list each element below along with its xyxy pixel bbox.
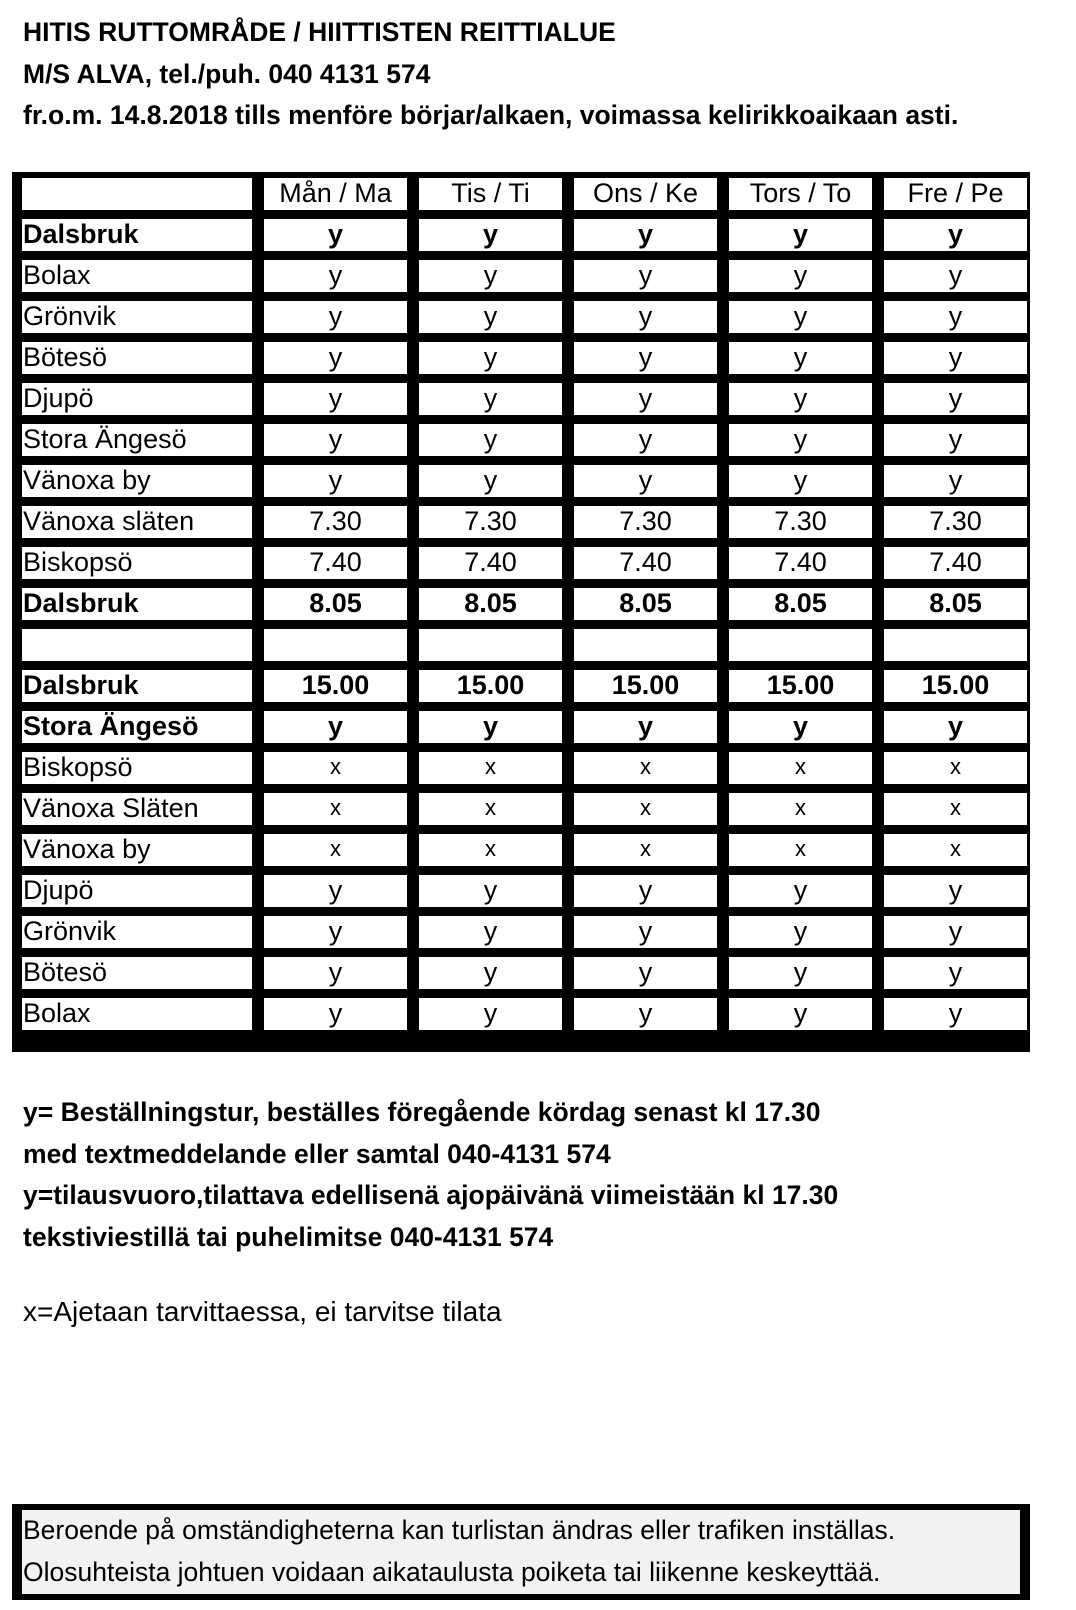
schedule-cell: y xyxy=(729,711,872,743)
schedule-cell: x xyxy=(574,752,717,784)
schedule-cell: y xyxy=(574,219,717,251)
legend-y-sv: y= Beställningstur, beställes föregående kördag senast kl 17.30 xyxy=(23,1097,821,1127)
schedule-cell: y xyxy=(574,998,717,1030)
day-header-thu: Tors / To xyxy=(729,178,872,210)
schedule-cell: y xyxy=(574,875,717,907)
stop-name: Grönvik xyxy=(22,916,252,948)
stop-name xyxy=(22,629,252,661)
schedule-cell: 15.00 xyxy=(264,670,407,702)
schedule-cell: y xyxy=(419,916,562,948)
schedule-cell: 8.05 xyxy=(419,588,562,620)
schedule-cell: 7.40 xyxy=(574,547,717,579)
schedule-cell: x xyxy=(574,834,717,866)
schedule-cell: 8.05 xyxy=(729,588,872,620)
schedule-cell: y xyxy=(574,711,717,743)
schedule-cell: y xyxy=(729,301,872,333)
schedule-cell: x xyxy=(884,793,1027,825)
schedule-cell: y xyxy=(419,465,562,497)
schedule-cell: y xyxy=(264,260,407,292)
schedule-cell: 7.30 xyxy=(419,506,562,538)
notice-box xyxy=(12,1504,1030,1600)
schedule-cell: y xyxy=(419,383,562,415)
vessel-contact: M/S ALVA, tel./puh. 040 4131 574 xyxy=(23,58,431,89)
schedule-cell: y xyxy=(264,219,407,251)
schedule-cell: 7.40 xyxy=(729,547,872,579)
stop-name: Vänoxa by xyxy=(22,834,252,866)
schedule-cell: y xyxy=(419,875,562,907)
stop-name: Bolax xyxy=(22,998,252,1030)
schedule-cell: y xyxy=(574,957,717,989)
legend xyxy=(23,1092,838,1258)
schedule-cell: y xyxy=(264,875,407,907)
schedule-cell: x xyxy=(884,752,1027,784)
header-stop-cell xyxy=(22,178,252,210)
schedule-cell: y xyxy=(574,916,717,948)
stop-name: Stora Ängesö xyxy=(22,711,252,743)
legend-y-fi: y=tilausvuoro,tilattava edellisenä ajopäivänä viimeistään kl 17.30 xyxy=(23,1180,839,1210)
day-header-fri: Fre / Pe xyxy=(884,178,1027,210)
stop-name: Bötesö xyxy=(22,342,252,374)
page-header xyxy=(23,12,958,137)
schedule-cell: y xyxy=(574,342,717,374)
schedule-cell: y xyxy=(419,957,562,989)
legend-y-sv-contact: med textmeddelande eller samtal 040-4131 574 xyxy=(23,1138,611,1169)
schedule-cell: 15.00 xyxy=(884,670,1027,702)
schedule-cell: 7.40 xyxy=(264,547,407,579)
schedule-cell: x xyxy=(264,752,407,784)
schedule-cell: x xyxy=(884,834,1027,866)
schedule-cell: x xyxy=(264,793,407,825)
schedule-cell: y xyxy=(884,957,1027,989)
schedule-cell: y xyxy=(729,260,872,292)
schedule-cell: x xyxy=(264,834,407,866)
stop-name: Vänoxa släten xyxy=(22,506,252,538)
schedule-cell: y xyxy=(264,916,407,948)
notice-text xyxy=(22,1510,1020,1594)
schedule-cell: 15.00 xyxy=(574,670,717,702)
day-header-tue: Tis / Ti xyxy=(419,178,562,210)
schedule-cell: y xyxy=(884,219,1027,251)
stop-name: Dalsbruk xyxy=(22,219,252,251)
stop-name: Dalsbruk xyxy=(22,588,252,620)
schedule-cell: y xyxy=(884,260,1027,292)
stop-name: Stora Ängesö xyxy=(22,424,252,456)
schedule-cell: y xyxy=(574,424,717,456)
stop-name: Vänoxa Släten xyxy=(22,793,252,825)
stop-name: Biskopsö xyxy=(22,547,252,579)
schedule-cell: y xyxy=(884,998,1027,1030)
schedule-cell: y xyxy=(574,383,717,415)
schedule-cell: y xyxy=(884,875,1027,907)
timetable xyxy=(12,172,1030,1052)
schedule-cell: y xyxy=(419,424,562,456)
schedule-cell: y xyxy=(419,219,562,251)
schedule-cell: 8.05 xyxy=(574,588,717,620)
day-header-wed: Ons / Ke xyxy=(574,178,717,210)
schedule-cell: y xyxy=(884,916,1027,948)
schedule-cell: y xyxy=(264,711,407,743)
schedule-cell: y xyxy=(729,998,872,1030)
schedule-cell: y xyxy=(884,342,1027,374)
validity-period: fr.o.m. 14.8.2018 tills menföre börjar/alkaen, voimassa kelirikkoaikaan asti. xyxy=(23,100,959,130)
schedule-cell: x xyxy=(729,752,872,784)
schedule-cell: y xyxy=(264,957,407,989)
schedule-cell: y xyxy=(729,424,872,456)
schedule-cell: 15.00 xyxy=(729,670,872,702)
schedule-cell: 15.00 xyxy=(419,670,562,702)
notice-fi: Olosuhteista johtuen voidaan aikataulusta poiketa tai liikenne keskeyttää. xyxy=(23,1556,881,1587)
schedule-cell: y xyxy=(729,957,872,989)
stop-name: Biskopsö xyxy=(22,752,252,784)
schedule-cell: y xyxy=(264,301,407,333)
schedule-cell: 7.40 xyxy=(884,547,1027,579)
schedule-cell xyxy=(729,629,872,661)
schedule-cell: x xyxy=(574,793,717,825)
schedule-cell: y xyxy=(729,342,872,374)
stop-name: Grönvik xyxy=(22,301,252,333)
schedule-cell: y xyxy=(264,998,407,1030)
schedule-cell: x xyxy=(419,834,562,866)
legend-y-fi-contact: tekstiviestillä tai puhelimitse 040-4131 574 xyxy=(23,1221,554,1252)
schedule-cell: y xyxy=(264,465,407,497)
schedule-cell: y xyxy=(884,465,1027,497)
schedule-cell: y xyxy=(884,711,1027,743)
schedule-cell xyxy=(574,629,717,661)
schedule-cell: y xyxy=(419,711,562,743)
schedule-cell: y xyxy=(729,916,872,948)
schedule-cell: y xyxy=(729,875,872,907)
schedule-cell: x xyxy=(419,752,562,784)
schedule-cell: y xyxy=(419,260,562,292)
schedule-cell: y xyxy=(574,465,717,497)
schedule-cell: 7.30 xyxy=(729,506,872,538)
notice-sv: Beroende på omständigheterna kan turlistan ändras eller trafiken inställas. xyxy=(23,1515,896,1545)
stop-name: Vänoxa by xyxy=(22,465,252,497)
schedule-cell: y xyxy=(884,424,1027,456)
stop-name: Bötesö xyxy=(22,957,252,989)
schedule-cell: y xyxy=(574,260,717,292)
schedule-cell: y xyxy=(574,301,717,333)
stop-name: Dalsbruk xyxy=(22,670,252,702)
schedule-cell: x xyxy=(729,834,872,866)
schedule-cell: y xyxy=(729,383,872,415)
schedule-cell: x xyxy=(419,793,562,825)
legend-x-note: x=Ajetaan tarvittaessa, ei tarvitse tilata xyxy=(23,1296,502,1327)
stop-name: Djupö xyxy=(22,875,252,907)
schedule-cell: 7.30 xyxy=(264,506,407,538)
schedule-cell xyxy=(419,629,562,661)
route-title: HITIS RUTTOMRÅDE / HIITTISTEN REITTIALUE xyxy=(23,17,616,47)
stop-name: Djupö xyxy=(22,383,252,415)
schedule-cell: x xyxy=(729,793,872,825)
schedule-cell: 8.05 xyxy=(884,588,1027,620)
schedule-cell: y xyxy=(264,342,407,374)
schedule-cell: y xyxy=(729,219,872,251)
schedule-cell: y xyxy=(264,424,407,456)
schedule-cell: y xyxy=(419,301,562,333)
schedule-cell xyxy=(264,629,407,661)
schedule-cell xyxy=(884,629,1027,661)
schedule-cell: 7.30 xyxy=(884,506,1027,538)
schedule-cell: y xyxy=(884,383,1027,415)
schedule-cell: 7.40 xyxy=(419,547,562,579)
schedule-cell: y xyxy=(884,301,1027,333)
schedule-cell: 7.30 xyxy=(574,506,717,538)
schedule-cell: y xyxy=(419,998,562,1030)
schedule-cell: 8.05 xyxy=(264,588,407,620)
schedule-cell: y xyxy=(264,383,407,415)
schedule-cell: y xyxy=(729,465,872,497)
stop-name: Bolax xyxy=(22,260,252,292)
day-header-mon: Mån / Ma xyxy=(264,178,407,210)
schedule-cell: y xyxy=(419,342,562,374)
